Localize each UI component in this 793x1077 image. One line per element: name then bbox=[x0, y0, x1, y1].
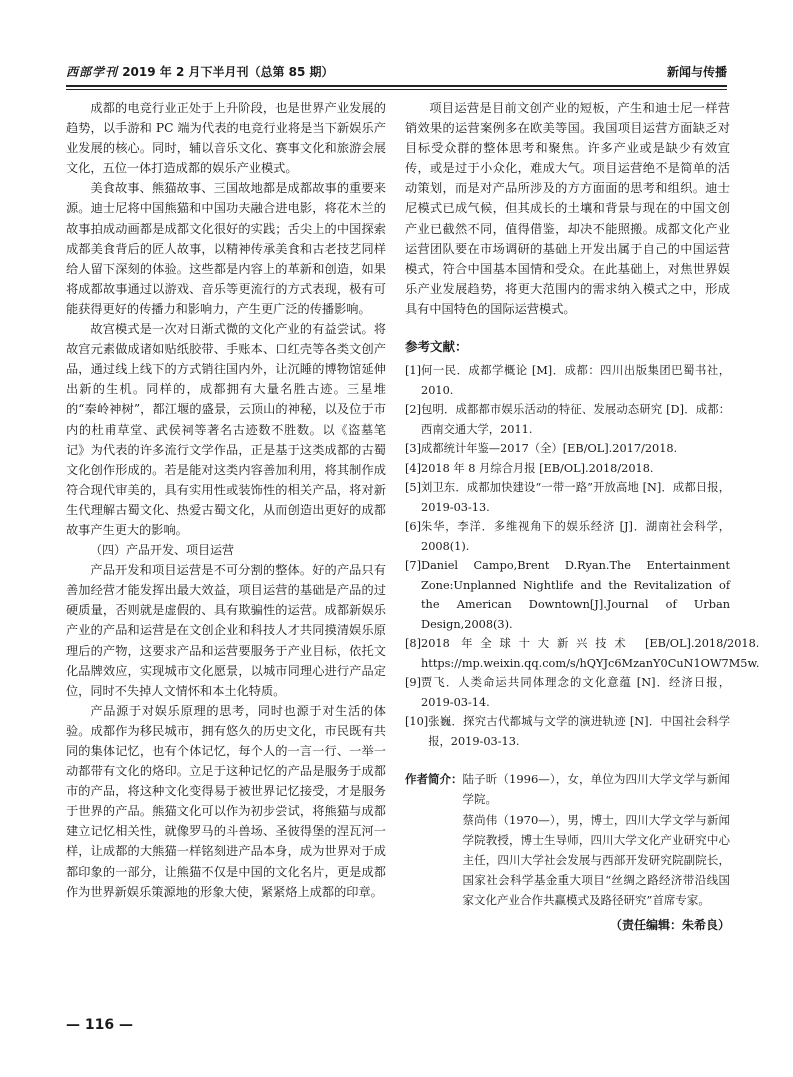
issue-info: 2019 年 2 月下半月刊（总第 85 期） bbox=[122, 64, 334, 79]
paragraph: 成都的电竞行业正处于上升阶段，也是世界产业发展的趋势，以手游和 PC 端为代表的电竞行业将是当下新娱乐产业发展的核心。同时，辅以音乐文化、赛事文化和旅游会展文化，五位一体打造成都的娱乐产业模式。 bbox=[66, 101, 386, 176]
paragraph: 产品开发和项目运营是不可分割的整体。好的产品只有善加经营才能发挥出最大效益，项目运营的基础是产品的过硬质量，否则就是虚假的、具有欺骗性的运营。成都新娱乐产业的产品和运营是在文创企业和科技人才共同摸清娱乐原理后的产物，这要求产品和运营要服务于产业目标，依托文化品牌效应，实现城市文化愿景，以城市同理心进行产品定位，同时不失掉人文情怀和本土化特质。 bbox=[66, 563, 386, 698]
paragraph: 产品源于对娱乐原理的思考，同时也源于对生活的体验。成都作为移民城市，拥有悠久的历史文化，市民既有共同的集体记忆，也有个体记忆，每个人的一言一行、一举一动都带有文化的烙印。立足于这种记忆的产品是服务于成都市的产品，将这种文化变得易于被世界记忆接受，才是服务于世界的产品。熊猫文化可以作为初步尝试，将熊猫与成都建立记忆相关性，就像罗马的斗兽场、圣彼得堡的涅瓦河一样，让成都的大熊猫一样铭刻进产品本身，成为世界对于成都印象的一部分，让熊猫不仅是中国的文化名片，更是成都作为世界新娱乐策源地的形象大使，紧紧烙上成都的印章。 bbox=[66, 703, 386, 899]
references-list bbox=[405, 361, 760, 751]
header-rule bbox=[66, 85, 727, 87]
right-column bbox=[405, 98, 760, 935]
reference-item: [1] 何一民．成都学概论 [M]．成都：四川出版集团巴蜀书社，2010. bbox=[405, 364, 730, 397]
paragraph: 故宫模式是一次对日渐式微的文化产业的有益尝试。将故宫元素做成诸如贴纸胶带、手账本、口红壳等各类文创产品，通过线上线下的方式销往国内外，让沉睡的博物馆延伸出新的生机。同样的，成都拥有大量名胜古迹。三星堆的“秦岭神树”，都江堰的盛景，云顶山的神秘，以及位于市内的杜甫草堂、武侯祠等著名古迹数不胜数。以《盗墓笔记》为代表的许多流行文学作品，正是基于这类成都的古蜀文化创作形成的。若是能对这类内容善加利用，将其制作成符合现代审美的，具有实用性或装饰性的相关产品，将对新生代理解古蜀文化、热爱古蜀文化，从而创造出更好的成都故事产生更大的影响。 bbox=[66, 322, 386, 537]
paragraph: 美食故事、熊猫故事、三国故地都是成都故事的重要来源。迪士尼将中国熊猫和中国功夫融合进电影，将花木兰的故事拍成动画都是成都文化很好的实践；舌尖上的中国探索成都美食背后的匠人故事，以精神传承美食和古老技艺同样给人留下深刻的体验。这些都是内容上的革新和创造，如果将成都故事通过以游戏、音乐等更流行的方式表现，极有可能获得更好的传播力和影响力，产生更广泛的传播影响。 bbox=[66, 181, 386, 316]
reference-item: [9] 贾飞．人类命运共同体理念的文化意蕴 [N]．经济日报，2019-03-14. bbox=[405, 676, 730, 709]
author-bio-1: 陆子昕（1996—），女，单位为四川大学文学与新闻学院。 bbox=[462, 772, 730, 807]
reference-item: [8] 2018 年全球十大新兴技术 [EB/OL].2018/2018. https://mp.weixin.qq.com/s/hQYJc6MzanY0CuN1OW7M5w. bbox=[405, 637, 760, 670]
section-subheading: （四）产品开发、项目运营 bbox=[90, 543, 235, 558]
author-bio-2: 蔡尚伟（1970—），男，博士，四川大学文学与新闻学院教授，博士生导师，四川大学文化产业研究中心主任，四川大学社会发展与西部开发研究院副院长，国家社会科学基金重大项目“丝绸之路经济带沿线国家文化产业合作共赢模式及路径研究”首席专家。 bbox=[462, 812, 730, 908]
header-left bbox=[66, 63, 334, 80]
reference-item: [7] Daniel Campo,Brent D.Ryan.The Entertainment Zone:Unplanned Nightlife and the Revitalization of the American Downtown[J].Journal of Urban Design,2008(3). bbox=[405, 559, 730, 631]
page-header bbox=[66, 60, 727, 82]
reference-item: [2] 包明．成都都市娱乐活动的特征、发展动态研究 [D]．成都：西南交通大学，2011. bbox=[405, 403, 730, 436]
paragraph: 项目运营是目前文创产业的短板，产生和迪士尼一样营销效果的运营案例多在欧美等国。我国项目运营方面缺乏对目标受众群的整体思考和聚焦。许多产业或是缺少有效宣传，或是过于小众化，难成大气。项目运营绝不是简单的活动策划，而是对产品所涉及的方方面面的思考和组织。迪士尼模式已成气候，但其成长的土壤和背景与现在的中国文创产业已截然不同，值得借鉴，却决不能照搬。成都文化产业运营团队要在市场调研的基础上开发出属于自己的中国运营模式，符合中国基本国情和受众。在此基础上，对焦世界娱乐产业发展趋势，将更大范围内的需求纳入模式之中，形成具有中国特色的国际运营模式。 bbox=[405, 101, 730, 316]
responsible-editor: （责任编辑：朱希良） bbox=[609, 917, 730, 932]
reference-item: [4] 2018 年 8 月综合月报 [EB/OL].2018/2018. bbox=[405, 461, 654, 475]
journal-logo: 西部学刊 bbox=[66, 64, 119, 79]
author-body bbox=[463, 769, 731, 910]
reference-item: [10] 张巍．探究古代都城与文学的演进轨迹 [N]．中国社会科学报，2019-03-13. bbox=[405, 715, 730, 748]
left-column bbox=[66, 98, 386, 902]
reference-item: [3] 成都统计年鉴—2017（全）[EB/OL].2017/2018. bbox=[405, 442, 678, 456]
reference-item: [6] 朱华，李洋．多维视角下的娱乐经济 [J]．湖南社会科学，2008(1). bbox=[405, 520, 730, 553]
page-number: — 116 — bbox=[66, 1017, 133, 1033]
reference-item: [5] 刘卫东．成都加快建设“一带一路”开放高地 [N]．成都日报，2019-03-13. bbox=[405, 481, 730, 514]
author-info bbox=[405, 769, 730, 910]
header-rule-thin bbox=[66, 89, 727, 90]
section-title: 新闻与传播 bbox=[666, 64, 727, 79]
author-label: 作者简介： bbox=[405, 772, 463, 787]
references-title: 参考文献： bbox=[405, 339, 468, 355]
